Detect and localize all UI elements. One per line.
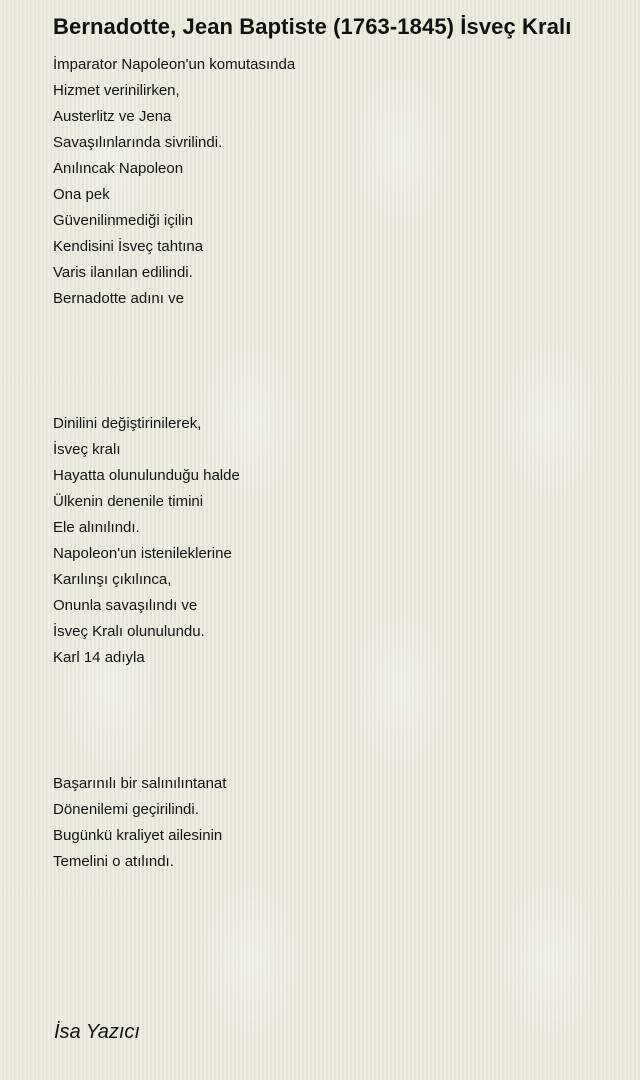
poem-line: İmparator Napoleon'un komutasında: [53, 56, 296, 73]
poem-line: Bernadotte adını ve: [53, 290, 184, 307]
poem-line: Varis ilanılan edilindi.: [53, 264, 193, 281]
poem-line: Ona pek: [53, 186, 110, 203]
poem-line: Güvenilinmediği içilin: [53, 212, 194, 229]
poem-line: Dinilini değiştirinilerek,: [53, 415, 202, 432]
poem-line: İsveç Kralı olunulundu.: [53, 623, 205, 640]
poem-line: Temelini o atılındı.: [53, 853, 174, 870]
poem-line: Ele alınılındı.: [53, 519, 140, 536]
poem-line: Savaşılınlarında sivrilindi.: [53, 134, 223, 151]
poem-line: Başarınılı bir salınılıntanat: [53, 775, 227, 792]
poem-line: Onunla savaşılındı ve: [53, 597, 198, 614]
poem-line: Napoleon'un istenileklerine: [53, 545, 232, 562]
poem-line: İsveç kralı: [53, 441, 121, 458]
stanza-2: [53, 411, 240, 671]
poem-line: Dönenilemi geçirilindi.: [53, 801, 199, 818]
poem-line: Karl 14 adıyla: [53, 649, 145, 666]
stanza-3: [53, 771, 226, 875]
poem-line: Ülkenin denenile timini: [53, 493, 204, 510]
poem-line: Kendisini İsveç tahtına: [53, 238, 204, 255]
poem-title: Bernadotte, Jean Baptiste (1763-1845) İsveç Kralı: [53, 14, 572, 39]
poem-line: Anılıncak Napoleon: [53, 160, 184, 177]
poem-line: Hizmet verinilirken,: [53, 82, 180, 99]
poem-line: Karılınşı çıkılınca,: [53, 571, 172, 588]
poem-line: Austerlitz ve Jena: [53, 108, 172, 125]
poem-line: Hayatta olunulunduğu halde: [53, 467, 240, 484]
poem-author: İsa Yazıcı: [54, 1021, 140, 1043]
poem-line: Bugünkü kraliyet ailesinin: [53, 827, 223, 844]
stanza-1: [53, 52, 295, 312]
